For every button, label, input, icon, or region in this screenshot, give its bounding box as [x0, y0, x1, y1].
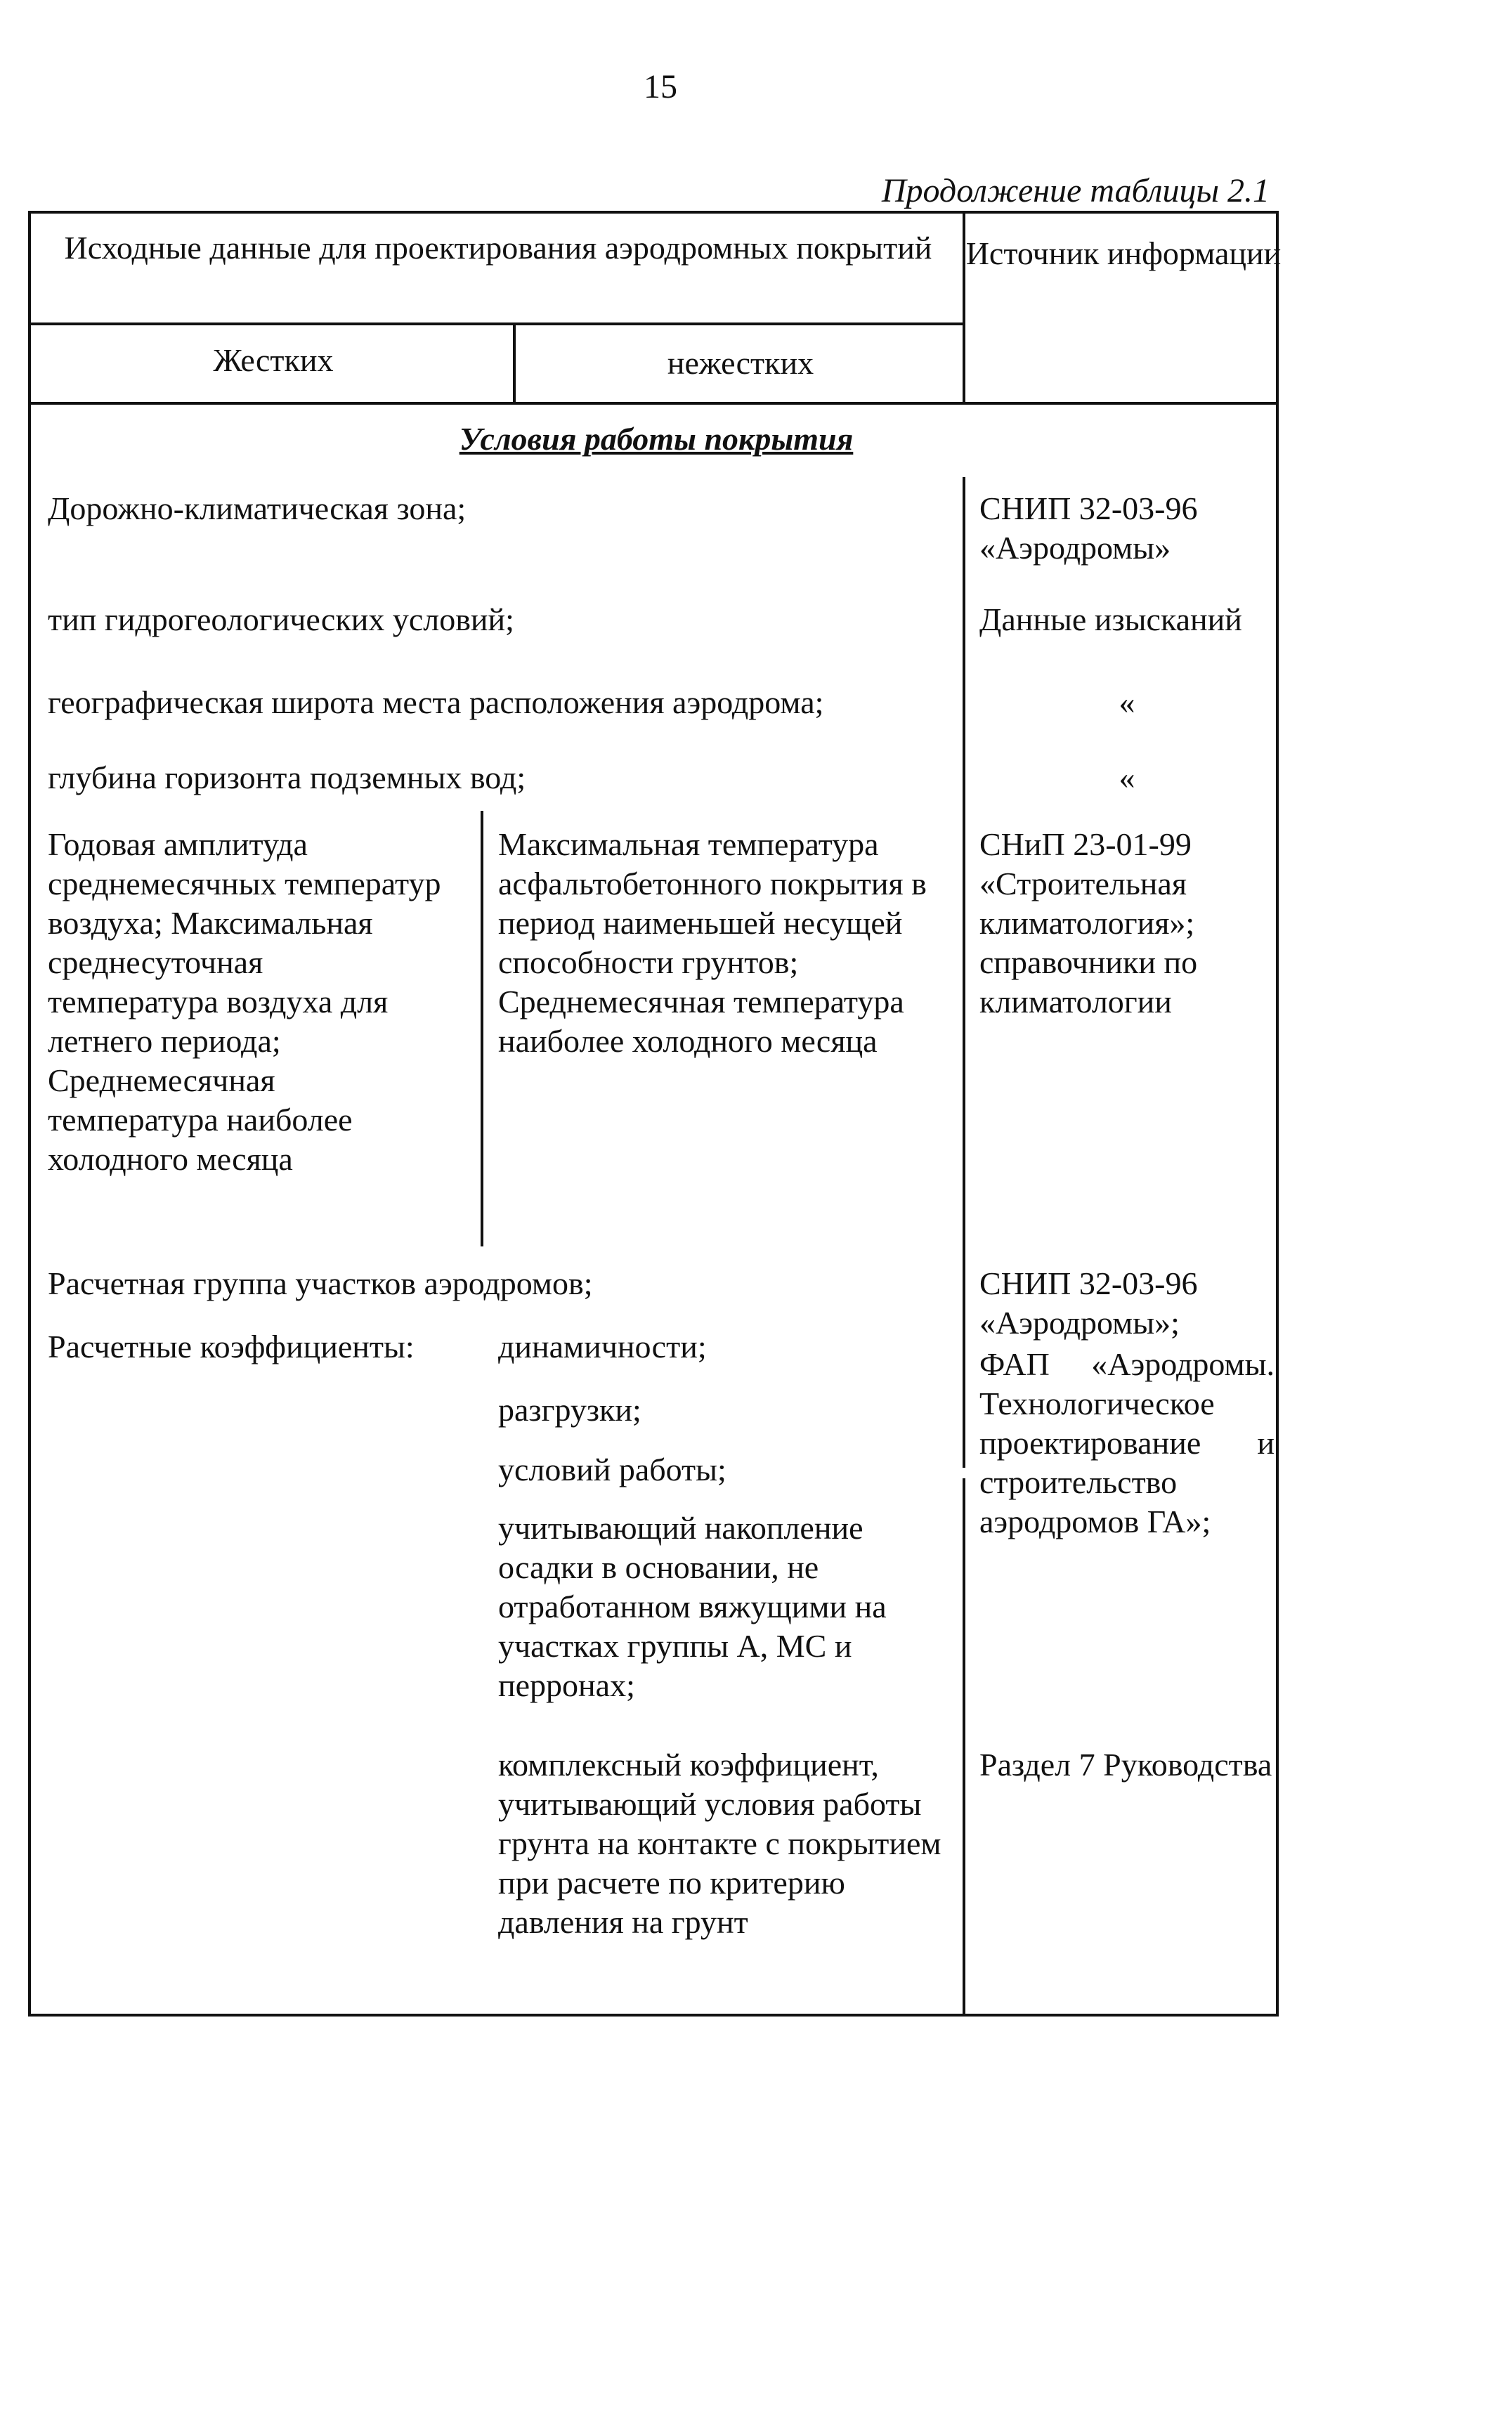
- complex-coefficient-text: комплексный коэффициент, учитывающий условия работы грунта на контакте с покрытием при расчете по критерию давления на грунт: [498, 1747, 941, 1940]
- design-group-text: Расчетная группа участков аэродромов;: [48, 1265, 593, 1301]
- section-title: Условия работы покрытия: [459, 421, 854, 457]
- source-column-divider-1: [963, 477, 965, 1468]
- temps-flexible-text: Максимальная температура асфальтобетонного покрытия в период наименьшей несущей способности грунтов; Среднемесячная температура наиболее холодного месяца: [498, 826, 927, 1059]
- coefficient-settlement: учитывающий накопление осадки в основании, не отработанном вяжущими на участках группы А, МС и перронах;: [498, 1510, 887, 1703]
- source-column-divider-2: [963, 1478, 965, 2014]
- temps-source: СНиП 23-01-99 «Строительная климатология»; справочники по климатологии: [979, 826, 1198, 1019]
- temperature-column-divider: [481, 811, 483, 1246]
- hydro-text: тип гидрогеологических условий;: [48, 601, 514, 637]
- coefficients-label: Расчетные коэффициенты:: [48, 1329, 415, 1364]
- coefficient-working-conditions: условий работы;: [498, 1452, 726, 1487]
- design-group-source: СНИП 32-03-96 «Аэродромы»;: [979, 1265, 1198, 1341]
- groundwater-text: глубина горизонта подземных вод;: [48, 760, 526, 795]
- latitude-text: географическая широта места расположения аэродрома;: [48, 684, 824, 720]
- data-table: [28, 211, 1282, 2017]
- coefficient-unloading: разгрузки;: [498, 1392, 641, 1428]
- header-rigid-title: Жестких: [213, 342, 334, 378]
- table-continuation-caption: Продолжение таблицы 2.1: [881, 172, 1270, 209]
- groundwater-source: «: [1119, 760, 1135, 795]
- coefficient-dynamic: динамичности;: [498, 1329, 707, 1364]
- latitude-source: «: [1119, 684, 1135, 720]
- header-bottom-border: [31, 402, 1276, 405]
- header-flexible-title: нежестких: [667, 345, 814, 381]
- header-source-title: Источник информации: [965, 235, 1282, 271]
- coefficient-source: ФАП «Аэродромы. Технологическое проектирование и строительство аэродромов ГА»;: [979, 1346, 1275, 1539]
- header-horizontal-divider: [31, 323, 965, 325]
- temps-rigid-text: Годовая амплитуда среднемесячных температур воздуха; Максимальная среднесуточная температура воздуха для летнего периода; Среднемесячная температура наиболее холодного месяца: [48, 826, 441, 1177]
- hydro-source: Данные изысканий: [979, 601, 1242, 637]
- page-number: 15: [644, 68, 677, 105]
- climate-zone-source: СНИП 32-03-96 «Аэродромы»: [979, 490, 1198, 566]
- header-main-title: Исходные данные для проектирования аэродромных покрытий: [64, 230, 932, 266]
- climate-zone-text: Дорожно-климатическая зона;: [48, 490, 467, 526]
- complex-coefficient-source: Раздел 7 Руководства: [979, 1747, 1272, 1783]
